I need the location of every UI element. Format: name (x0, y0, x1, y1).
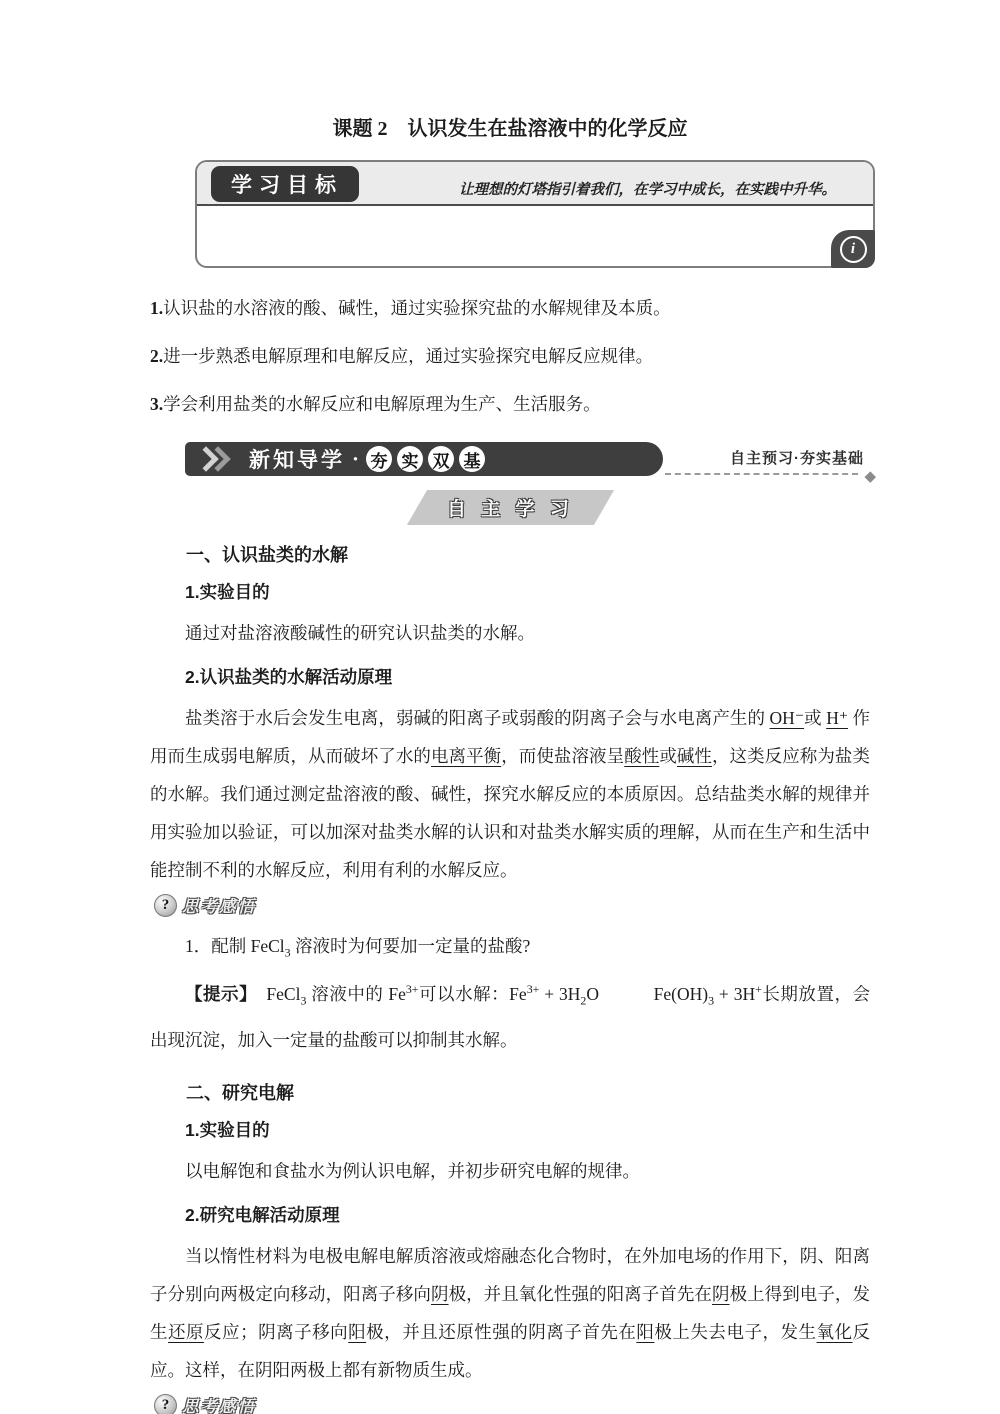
info-icon (831, 230, 875, 268)
question-icon: ? (154, 1394, 177, 1414)
objective-text: 进一步熟悉电解原理和电解反应，通过实验探究电解反应规律。 (163, 346, 654, 366)
section-1-paragraph: 盐类溶于水后会发生电离，弱碱的阳离子或弱酸的阴离子会与水电离产生的 OH⁻或 H⁺ 作用而生成弱电解质，从而破坏了水的电离平衡，而使盐溶液呈酸性或碱性，这类反应称为盐类的水解。我们通过测定盐溶液的酸、碱性，探究水解反应的本质原因。总结盐类水解的规律并用实验加以验证，可以加深对盐类水解的认识和对盐类水解实质的理解，从而在生产和生活中能控制不利的水解反应，利用有利的水解反应。 (150, 708, 871, 880)
section-2-sub1: 1.实验目的 (185, 1120, 270, 1140)
info-icon-glyph: i (840, 236, 867, 263)
objective-number: 2. (150, 346, 164, 366)
diamond-icon: ◆ (864, 469, 876, 485)
page-title: 课题 2 认识发生在盐溶液中的化学反应 (332, 118, 688, 140)
objective-item (150, 346, 870, 367)
think-marker-label: 思考感悟 (182, 898, 256, 916)
banner-bar (185, 442, 663, 476)
banner-circle-char: 基 (459, 446, 485, 472)
section-1-sub1: 1.实验目的 (185, 582, 270, 602)
objective-item (150, 298, 870, 319)
think-marker (154, 1393, 870, 1414)
banner-separator: · (352, 446, 360, 471)
self-study-badge (406, 490, 613, 525)
question-icon: ? (154, 894, 177, 917)
objective-number: 3. (150, 394, 164, 414)
section-1-purpose: 通过对盐溶液酸碱性的研究认识盐类的水解。 (185, 623, 535, 643)
learning-goal-box (195, 160, 875, 268)
section-2-heading: 二、研究电解 (186, 1083, 294, 1103)
section-2-sub2: 2.研究电解活动原理 (185, 1205, 340, 1225)
objective-text: 认识盐的水溶液的酸、碱性，通过实验探究盐的水解规律及本质。 (163, 298, 671, 318)
self-study-badge-label: 自 主 学 习 (446, 499, 574, 520)
hint-1: 【提示】 FeCl$_3$ 溶液中的 $Fe^{3+}$可以水解：$Fe^{3+} + 3H_2O$ $Fe(OH)_3 + 3H^+$长期放置，会出现沉淀，加入一定量的盐酸可以抑制其水解。 (150, 982, 871, 1050)
think-marker-label: 思考感悟 (182, 1398, 256, 1414)
self-study-badge-row (150, 490, 870, 525)
banner-circle-char: 实 (397, 446, 423, 472)
objective-text: 学会利用盐类的水解反应和电解原理为生产、生活服务。 (163, 394, 601, 414)
dashed-rule (665, 473, 858, 475)
section-1-heading: 一、认识盐类的水解 (186, 545, 348, 565)
section-1-sub2: 2.认识盐类的水解活动原理 (185, 667, 393, 687)
banner-right-label: 自主预习·夯实基础 (730, 450, 864, 467)
objective-number: 1. (150, 298, 164, 318)
think-marker (154, 893, 870, 917)
question-1: 1．配制 FeCl$_3$ 溶液时为何要加一定量的盐酸? (185, 936, 531, 960)
goal-tab-label: 学习目标 (211, 166, 359, 202)
section-banner (150, 442, 876, 485)
banner-title: 新知导学 (249, 449, 345, 472)
goal-box-header (197, 162, 873, 206)
section-2-purpose: 以电解饱和食盐水为例认识电解，并初步研究电解的规律。 (185, 1161, 640, 1181)
banner-circle-char: 双 (428, 446, 454, 472)
objectives-list (150, 298, 870, 415)
section-2-paragraph: 当以惰性材料为电极电解电解质溶液或熔融态化合物时，在外加电场的作用下，阴、阳离子分别向两极定向移动，阳离子移向阴极，并且氧化性强的阳离子首先在阴极上得到电子，发生还原反应；阴离子移向阳极，并且还原性强的阴离子首先在阳极上失去电子，发生氧化反应。这样，在阴阳两极上都有新物质生成。 (150, 1246, 871, 1380)
banner-circle-char: 夯 (366, 446, 392, 472)
objective-item (150, 394, 870, 415)
goal-motto: 让理想的灯塔指引着我们，在学习中成长，在实践中升华。 (459, 181, 836, 198)
